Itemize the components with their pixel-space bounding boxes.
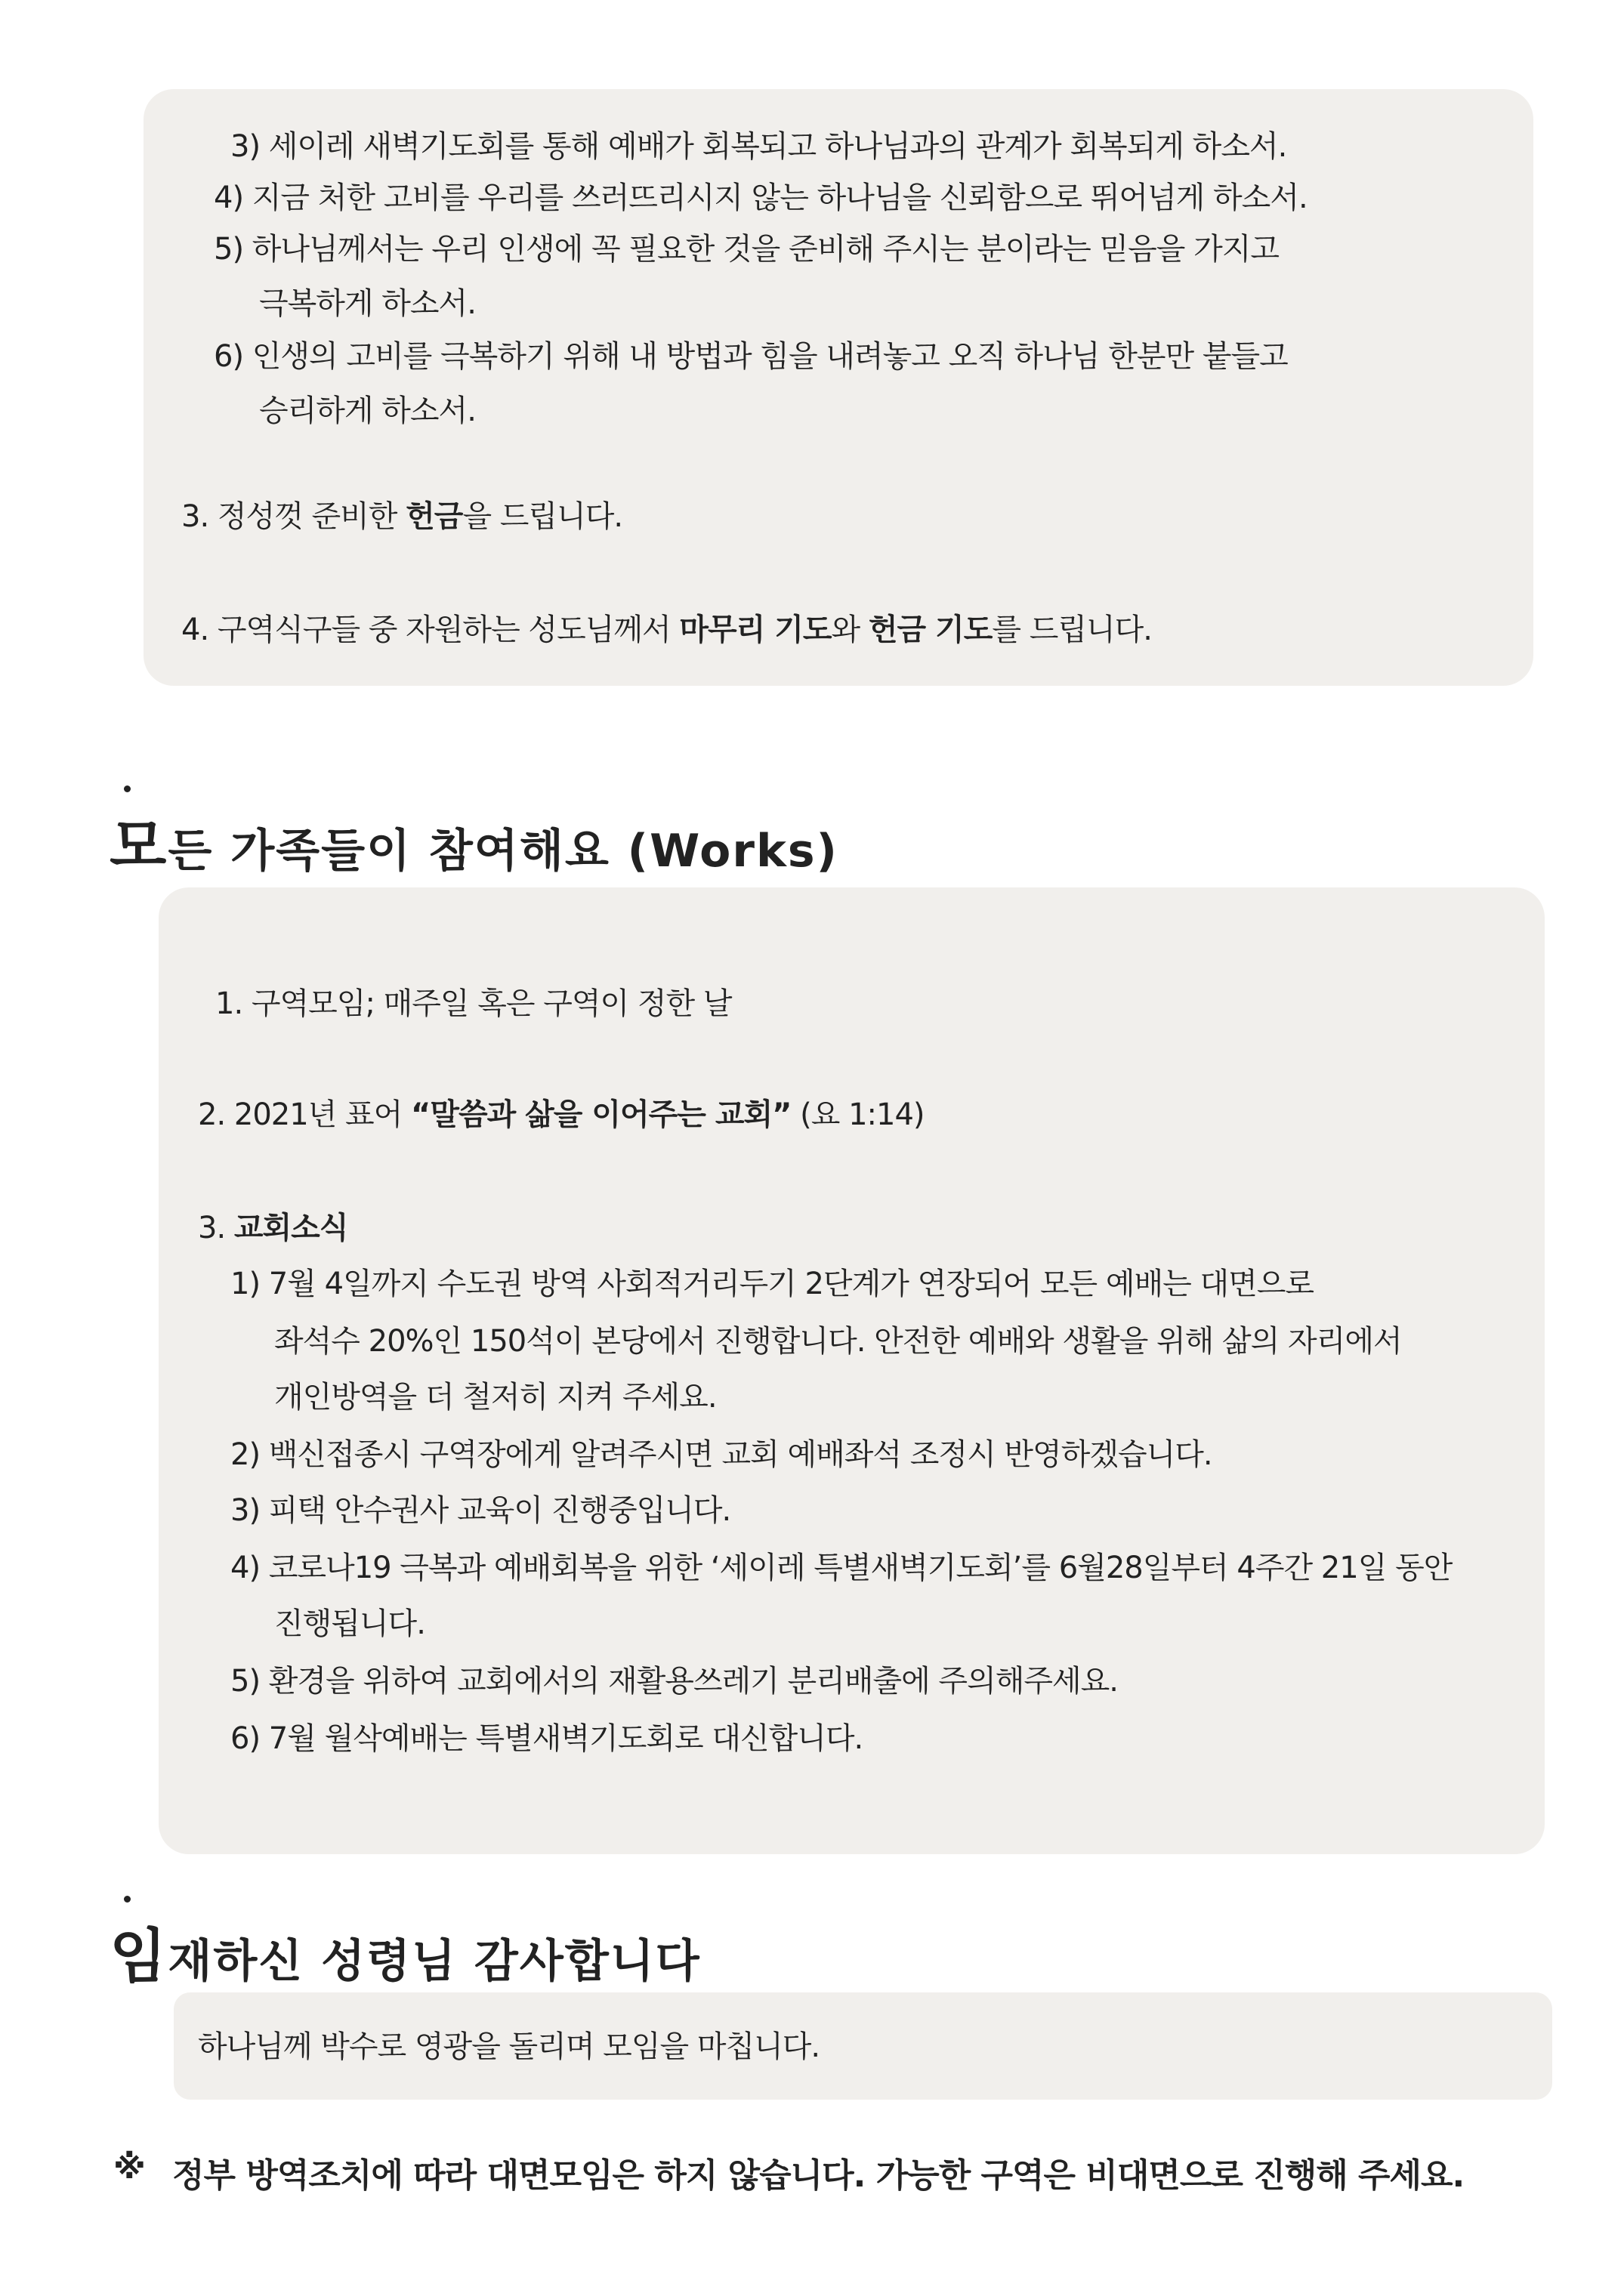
heading-lead-char: 모 xyxy=(110,813,168,881)
news-line-5: 5) 환경을 위하여 교회에서의 재활용쓰레기 분리배출에 주의해주세요. xyxy=(230,1664,1118,1699)
closing-text: 하나님께 박수로 영광을 돌리며 모임을 마칩니다. xyxy=(198,2029,820,2064)
prayer-line-3: 3) 세이레 새벽기도회를 통해 예배가 회복되고 하나님과의 관계가 회복되게 하소서. xyxy=(230,129,1287,164)
prayer-box xyxy=(144,89,1533,686)
news-line-6: 6) 7월 월삭예배는 특별새벽기도회로 대신합니다. xyxy=(230,1721,863,1756)
news-prefix: 3. xyxy=(198,1211,234,1245)
section-heading-thanks xyxy=(110,1909,701,1994)
closing-prayer-item xyxy=(181,612,1152,648)
news-line-3: 3) 피택 안수권사 교육이 진행중입니다. xyxy=(230,1493,731,1528)
closing-bold-1: 마무리 기도 xyxy=(679,613,832,647)
heading-rest: 재하신 성령님 감사합니다 xyxy=(168,1935,701,1988)
news-line-1-cont-b: 개인방역을 더 철저히 지켜 주세요. xyxy=(274,1380,717,1415)
offering-item xyxy=(181,498,622,535)
works-item-2 xyxy=(198,1097,925,1133)
prayer-line-5-cont: 극복하게 하소서. xyxy=(259,286,476,321)
news-line-4-cont: 진행됩니다. xyxy=(274,1606,425,1641)
heading-dot xyxy=(124,1896,131,1903)
news-line-2: 2) 백신접종시 구역장에게 알려주시면 교회 예배좌석 조정시 반영하겠습니다. xyxy=(230,1437,1212,1472)
heading-dot xyxy=(124,785,131,792)
closing-prefix: 4. 구역식구들 중 자원하는 성도님께서 xyxy=(181,613,680,647)
offering-bold: 헌금 xyxy=(406,499,463,534)
closing-mid: 와 xyxy=(831,613,869,647)
heading-rest: 든 가족들이 참여해요 (Works) xyxy=(168,825,838,878)
offering-prefix: 3. 정성껏 준비한 xyxy=(181,499,406,534)
news-line-4: 4) 코로나19 극복과 예배회복을 위한 ‘세이레 특별새벽기도회’를 6월28일부터 4주간 21일 동안 xyxy=(230,1551,1453,1585)
heading-lead-char: 임 xyxy=(110,1923,168,1991)
works-item-3 xyxy=(198,1210,347,1246)
prayer-line-5: 5) 하나님께서는 우리 인생에 꼭 필요한 것을 준비해 주시는 분이라는 믿음을 가지고 xyxy=(214,232,1280,267)
prayer-line-6-cont: 승리하게 하소서. xyxy=(259,393,476,428)
motto-prefix: 2. 2021년 표어 xyxy=(198,1097,412,1132)
section-heading-works xyxy=(110,799,838,884)
prayer-line-6: 6) 인생의 고비를 극복하기 위해 내 방법과 힘을 내려놓고 오직 하나님 한분만 붙들고 xyxy=(214,339,1288,374)
prayer-line-4: 4) 지금 처한 고비를 우리를 쓰러뜨리시지 않는 하나님을 신뢰함으로 뛰어넘게 하소서. xyxy=(214,181,1308,215)
offering-suffix: 을 드립니다. xyxy=(462,499,623,534)
notice-text: 정부 방역조치에 따라 대면모임은 하지 않습니다. 가능한 구역은 비대면으로 진행해 주세요. xyxy=(172,2156,1465,2195)
news-line-1-cont-a: 좌석수 20%인 150석이 본당에서 진행합니다. 안전한 예배와 생활을 위해 삶의 자리에서 xyxy=(274,1324,1402,1359)
notice-mark: ※ xyxy=(113,2148,145,2187)
closing-bold-2: 헌금 기도 xyxy=(868,613,993,647)
closing-suffix: 를 드립니다. xyxy=(992,613,1152,647)
news-title: 교회소식 xyxy=(233,1211,348,1245)
motto-suffix: (요 1:14) xyxy=(791,1097,925,1132)
motto-quote: “말씀과 삶을 이어주는 교회” xyxy=(411,1097,792,1132)
works-item-1: 1. 구역모임; 매주일 혹은 구역이 정한 날 xyxy=(215,986,732,1021)
news-line-1: 1) 7월 4일까지 수도권 방역 사회적거리두기 2단계가 연장되어 모든 예배는 대면으로 xyxy=(230,1267,1314,1301)
works-box xyxy=(159,887,1545,1854)
